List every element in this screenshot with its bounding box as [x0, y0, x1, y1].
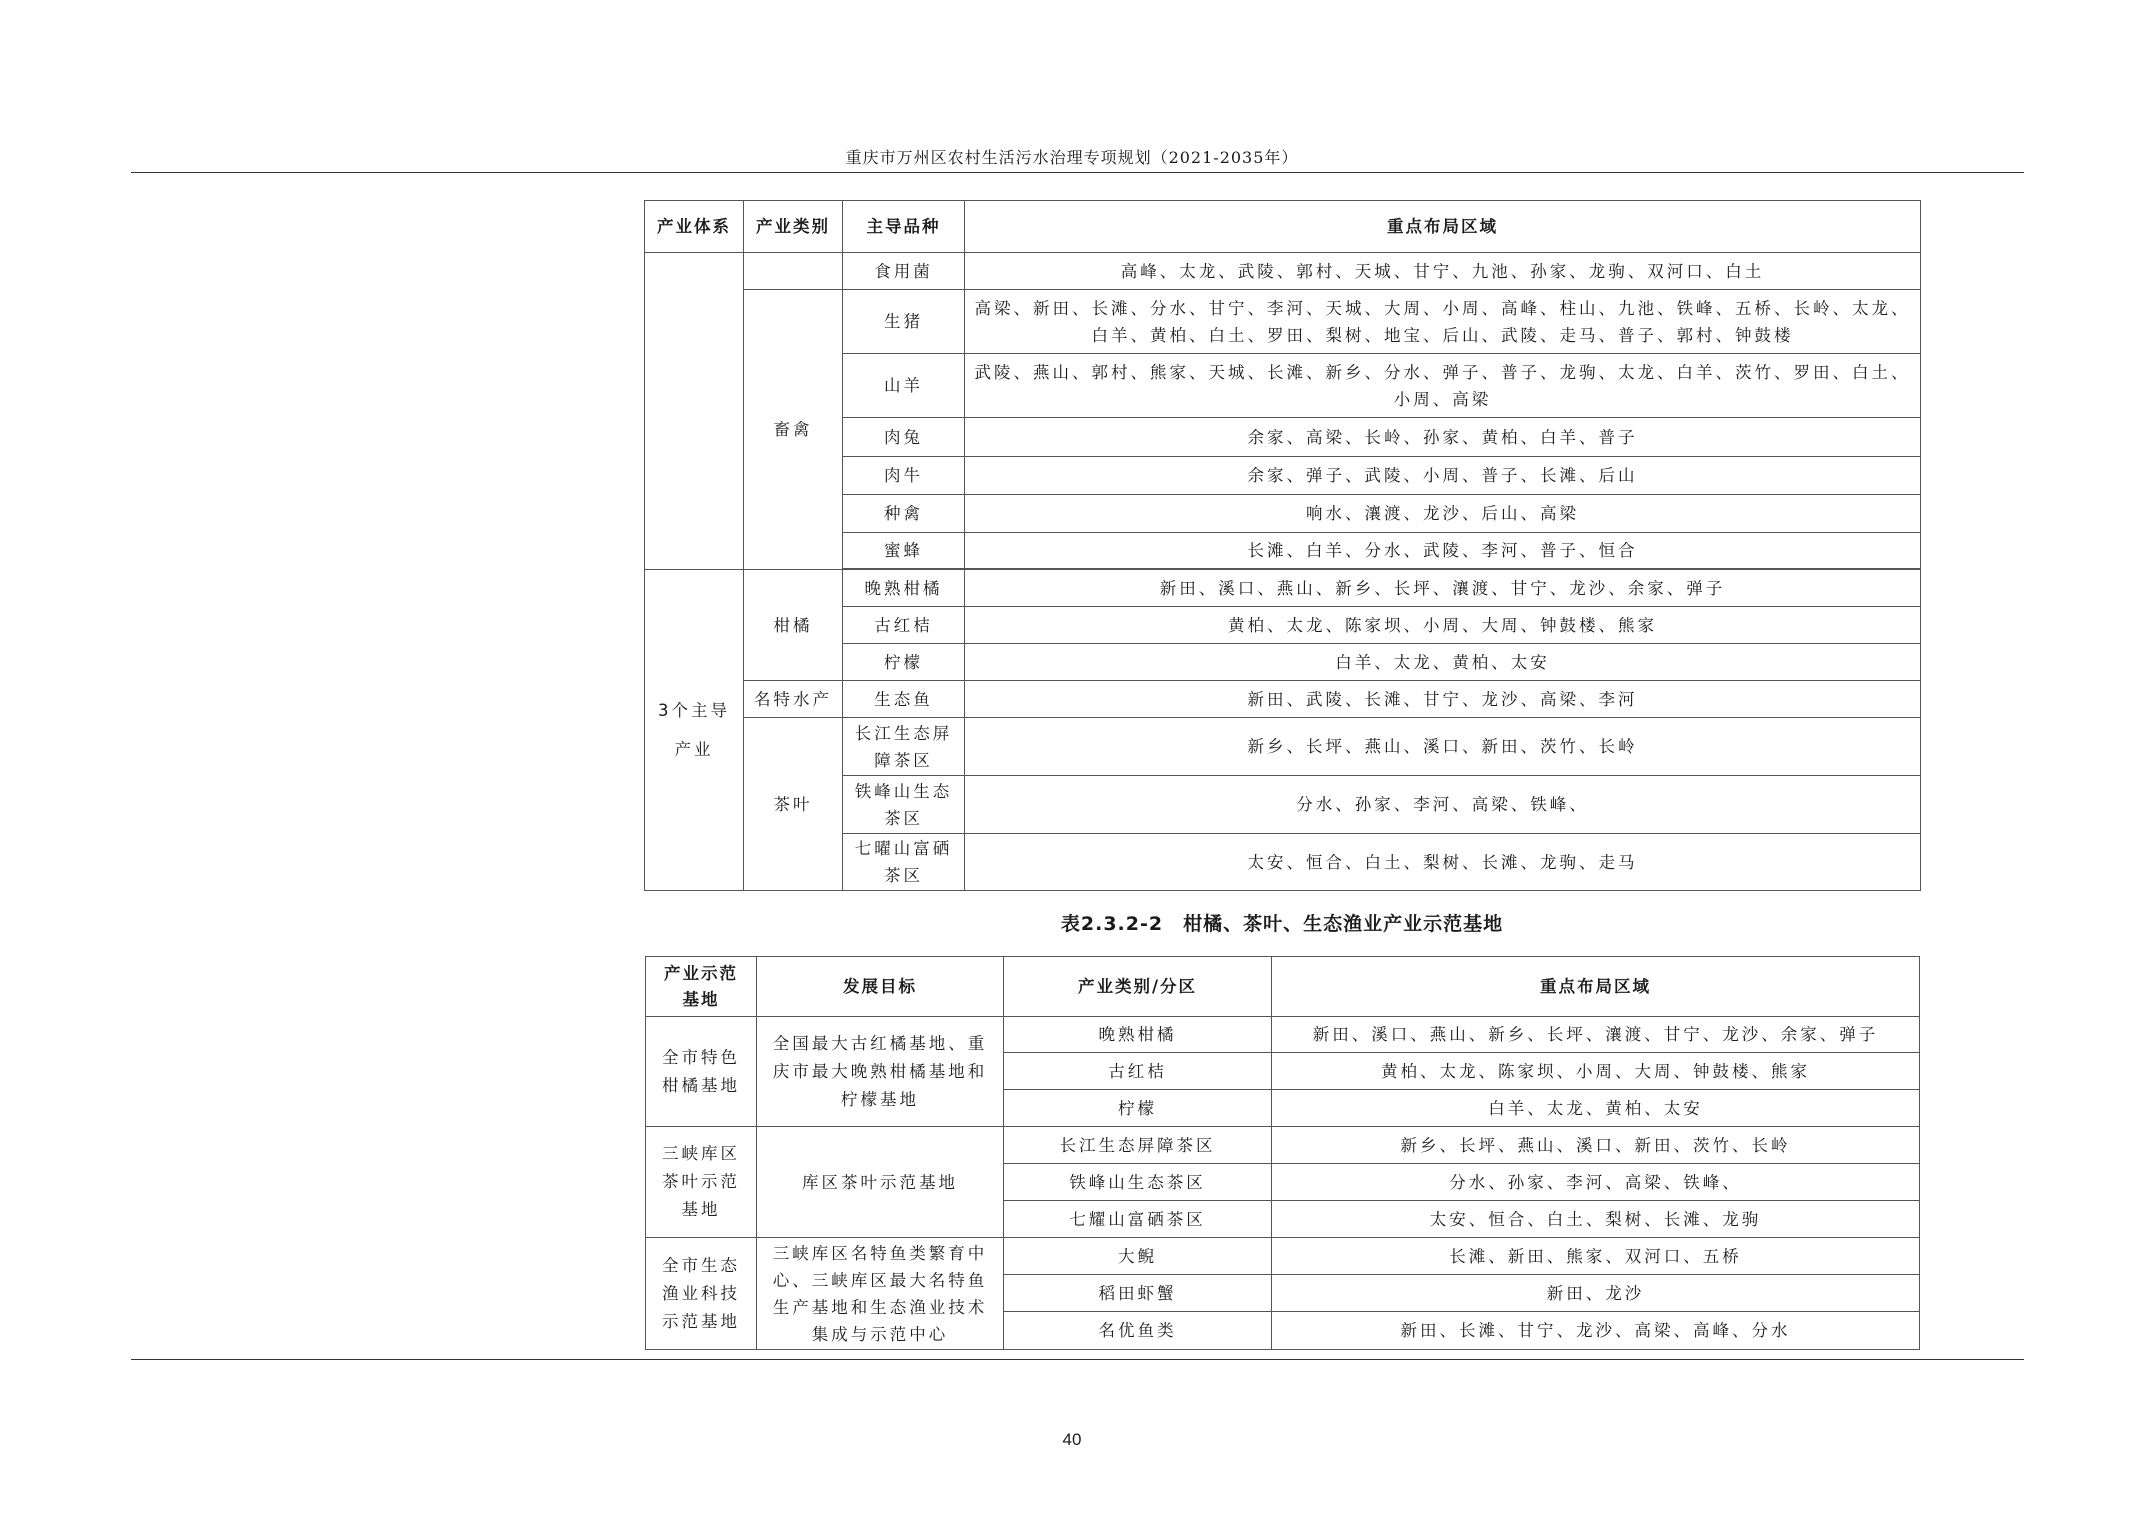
areas-cell: 白羊、太龙、黄柏、太安 — [1272, 1090, 1920, 1127]
areas-cell: 响水、瀼渡、龙沙、后山、高梁 — [965, 495, 1921, 533]
base-name-cell: 全市生态渔业科技示范基地 — [646, 1238, 757, 1350]
category-cell: 茶叶 — [744, 718, 843, 891]
variety-cell: 长江生态屏障茶区 — [843, 718, 965, 776]
areas-cell: 新田、龙沙 — [1272, 1275, 1920, 1312]
variety-cell: 食用菌 — [843, 253, 965, 290]
base-name-cell: 三峡库区茶叶示范基地 — [646, 1127, 757, 1238]
table-row — [646, 1127, 1920, 1164]
header-category-zone: 产业类别/分区 — [1004, 957, 1272, 1017]
areas-cell: 新田、长滩、甘宁、龙沙、高梁、高峰、分水 — [1272, 1312, 1920, 1350]
table-row — [645, 718, 1921, 776]
header-key-areas: 重点布局区域 — [965, 201, 1921, 253]
category-cell: 柑橘 — [744, 570, 843, 681]
variety-cell: 山羊 — [843, 354, 965, 418]
areas-cell: 武陵、燕山、郭村、熊家、天城、长滩、新乡、分水、弹子、普子、龙驹、太龙、白羊、茨竹、罗田、白土、小周、高梁 — [965, 354, 1921, 418]
category-cell: 七耀山富硒茶区 — [1004, 1201, 1272, 1238]
variety-cell: 种禽 — [843, 495, 965, 533]
industry-layout-table — [644, 200, 1921, 891]
page-number: 40 — [1062, 1430, 1082, 1449]
header-main-variety: 主导品种 — [843, 201, 965, 253]
header-development-goal: 发展目标 — [757, 957, 1004, 1017]
category-cell: 名特水产 — [744, 681, 843, 718]
areas-cell: 新田、武陵、长滩、甘宁、龙沙、高梁、李河 — [965, 681, 1921, 718]
category-cell: 名优鱼类 — [1004, 1312, 1272, 1350]
category-cell: 稻田虾蟹 — [1004, 1275, 1272, 1312]
variety-cell: 生猪 — [843, 290, 965, 354]
table-row — [645, 253, 1921, 290]
areas-cell: 分水、孙家、李河、高梁、铁峰、 — [965, 776, 1921, 834]
header-rule — [131, 172, 2024, 173]
system-cell: 3个主导产业 — [645, 570, 744, 891]
areas-cell: 黄柏、太龙、陈家坝、小周、大周、钟鼓楼、熊家 — [965, 607, 1921, 644]
variety-cell: 肉兔 — [843, 418, 965, 457]
areas-cell: 长滩、白羊、分水、武陵、李河、普子、恒合 — [965, 533, 1921, 569]
category-cell: 铁峰山生态茶区 — [1004, 1164, 1272, 1201]
category-cell: 古红桔 — [1004, 1053, 1272, 1090]
areas-cell: 白羊、太龙、黄柏、太安 — [965, 644, 1921, 681]
goal-cell: 三峡库区名特鱼类繁育中心、三峡库区最大名特鱼生产基地和生态渔业技术集成与示范中心 — [757, 1238, 1004, 1350]
areas-cell: 余家、高梁、长岭、孙家、黄柏、白羊、普子 — [965, 418, 1921, 457]
category-cell: 长江生态屏障茶区 — [1004, 1127, 1272, 1164]
header-demo-base: 产业示范基地 — [646, 957, 757, 1017]
areas-cell: 新田、溪口、燕山、新乡、长坪、瀼渡、甘宁、龙沙、余家、弹子 — [1272, 1017, 1920, 1053]
footer-rule — [131, 1359, 2024, 1360]
document-header-title: 重庆市万州区农村生活污水治理专项规划（2021-2035年） — [845, 148, 1299, 167]
variety-cell: 七曜山富硒茶区 — [843, 834, 965, 891]
table-row — [645, 290, 1921, 354]
table-two-caption: 表2.3.2-2 柑橘、茶叶、生态渔业产业示范基地 — [1060, 913, 1504, 935]
table-row — [645, 681, 1921, 718]
areas-cell: 黄柏、太龙、陈家坝、小周、大周、钟鼓楼、熊家 — [1272, 1053, 1920, 1090]
base-name-cell: 全市特色柑橘基地 — [646, 1017, 757, 1127]
header-industry-system: 产业体系 — [645, 201, 744, 253]
table-row — [645, 570, 1921, 607]
table-row — [646, 1017, 1920, 1053]
category-cell: 柠檬 — [1004, 1090, 1272, 1127]
variety-cell: 晚熟柑橘 — [843, 570, 965, 607]
category-cell: 畜禽 — [744, 290, 843, 570]
goal-cell: 全国最大古红橘基地、重庆市最大晚熟柑橘基地和柠檬基地 — [757, 1017, 1004, 1127]
table-row — [646, 1238, 1920, 1275]
goal-cell: 库区茶叶示范基地 — [757, 1127, 1004, 1238]
variety-cell: 蜜蜂 — [843, 533, 965, 569]
variety-cell: 柠檬 — [843, 644, 965, 681]
areas-cell: 太安、恒合、白土、梨树、长滩、龙驹、走马 — [965, 834, 1921, 891]
table-header-row — [646, 957, 1920, 1017]
category-cell-empty — [744, 253, 843, 290]
areas-cell: 高梁、新田、长滩、分水、甘宁、李河、天城、大周、小周、高峰、柱山、九池、铁峰、五桥、长岭、太龙、白羊、黄柏、白土、罗田、梨树、地宝、后山、武陵、走马、普子、郭村、钟鼓楼 — [965, 290, 1921, 354]
table-header-row — [645, 201, 1921, 253]
header-industry-category: 产业类别 — [744, 201, 843, 253]
areas-cell: 长滩、新田、熊家、双河口、五桥 — [1272, 1238, 1920, 1275]
category-cell: 晚熟柑橘 — [1004, 1017, 1272, 1053]
demonstration-base-table — [645, 956, 1920, 1350]
system-cell-empty — [645, 253, 744, 570]
areas-cell: 新乡、长坪、燕山、溪口、新田、茨竹、长岭 — [965, 718, 1921, 776]
areas-cell: 新田、溪口、燕山、新乡、长坪、瀼渡、甘宁、龙沙、余家、弹子 — [965, 570, 1921, 607]
variety-cell: 肉牛 — [843, 457, 965, 495]
variety-cell: 古红桔 — [843, 607, 965, 644]
variety-cell: 生态鱼 — [843, 681, 965, 718]
header-key-areas: 重点布局区域 — [1272, 957, 1920, 1017]
areas-cell: 新乡、长坪、燕山、溪口、新田、茨竹、长岭 — [1272, 1127, 1920, 1164]
category-cell: 大鲵 — [1004, 1238, 1272, 1275]
areas-cell: 分水、孙家、李河、高梁、铁峰、 — [1272, 1164, 1920, 1201]
variety-cell: 铁峰山生态茶区 — [843, 776, 965, 834]
areas-cell: 太安、恒合、白土、梨树、长滩、龙驹 — [1272, 1201, 1920, 1238]
areas-cell: 余家、弹子、武陵、小周、普子、长滩、后山 — [965, 457, 1921, 495]
areas-cell: 高峰、太龙、武陵、郭村、天城、甘宁、九池、孙家、龙驹、双河口、白土 — [965, 253, 1921, 290]
